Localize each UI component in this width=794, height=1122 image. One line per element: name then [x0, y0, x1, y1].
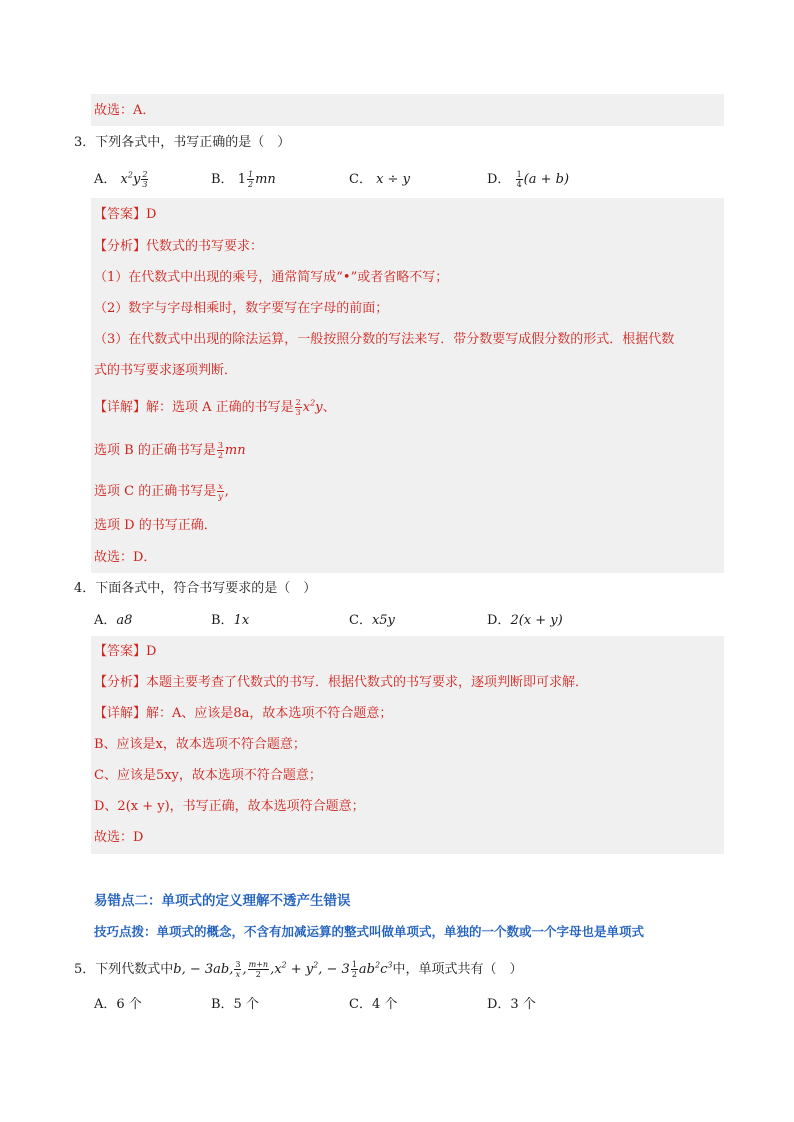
q4-detail-d: D、2(x + y)，书写正确，故本选项符合题意；	[94, 799, 365, 814]
q4-detail-a: 【详解】解：A、应该是8a，故本选项不符合题意；	[94, 706, 393, 721]
q5-option-c[interactable]: C．4 个	[349, 997, 398, 1012]
q3-answer: 【答案】D	[94, 207, 157, 222]
q4-option-c-label: C．	[349, 613, 372, 628]
q3-detail-b: 选项 B 的正确书写是 $\frac{3}{2}$ mn	[94, 441, 246, 460]
q4-conclusion: 故选：D	[94, 830, 144, 845]
q5-stem-prefix: 下列代数式中	[95, 962, 174, 977]
q4-option-a-expr: a8	[116, 613, 133, 628]
q4-option-b[interactable]	[211, 611, 249, 631]
q4-detail-c: C、应该是5xy，故本选项不符合题意；	[94, 768, 322, 783]
q3-detail-a-text: 解：选项 A 正确的书写是 $\frac{2}{3}$ $x^2y$、	[146, 398, 336, 417]
q3-analysis-tag: 【分析】	[94, 239, 147, 254]
q3-option-b-label: B．	[211, 172, 234, 187]
q4-option-d-expr: 2(x + y)	[510, 613, 563, 628]
q5-option-b[interactable]: B．5 个	[211, 997, 259, 1012]
q3-number: 3．	[74, 135, 96, 150]
section-tip: 技巧点拨：单项式的概念，不含有加减运算的整式叫做单项式，单独的一个数或一个字母也是单项式	[94, 924, 645, 939]
q5-stem-suffix: 中，单项式共有（ ）	[392, 962, 523, 977]
q2-conclusion: 故选：A．	[94, 103, 156, 118]
q3-analysis-text: 代数式的书写要求：	[146, 239, 264, 254]
q4-option-a-label: A．	[94, 613, 117, 628]
q3-stem	[74, 133, 290, 153]
q3-rule-2: （2）数字与字母相乘时，数字要写在字母的前面；	[94, 301, 389, 316]
q3-option-d-expr: $\frac{1}{4}$ (a + b)	[516, 170, 570, 189]
q4-stem	[74, 579, 316, 599]
q4-option-b-expr: 1x	[233, 613, 250, 628]
q3-option-c-expr: x ÷ y	[376, 172, 410, 187]
q3-conclusion: 故选：D．	[94, 550, 157, 565]
q4-number: 4．	[74, 581, 96, 596]
q3-rule-3a: （3）在代数式中出现的除法运算，一般按照分数的写法来写．带分数要写成假分数的形式．根据代数	[94, 332, 675, 347]
q5-option-a[interactable]: A．6 个	[94, 997, 142, 1012]
q3-option-b-expr: 1 $\frac{1}{2}$ mn	[237, 170, 276, 189]
q3-analysis	[94, 237, 263, 257]
q3-rule-3b: 式的书写要求逐项判断．	[94, 363, 238, 378]
q3-option-d[interactable]	[487, 170, 569, 190]
q4-answer: 【答案】D	[94, 644, 157, 659]
q4-option-c[interactable]	[349, 611, 395, 631]
q3-option-b[interactable]	[211, 170, 276, 190]
q4-analysis: 【分析】本题主要考查了代数式的书写．根据代数式的书写要求，逐项判断即可求解．	[94, 675, 589, 690]
q3-option-c-label: C．	[349, 172, 372, 187]
q3-detail-c: 选项 C 的正确书写是 $\frac{x}{y}$ ,	[94, 482, 229, 501]
q5-number: 5．	[74, 962, 96, 977]
q3-stem-text: 下列各式中，书写正确的是（ ）	[95, 135, 291, 150]
q5-option-d[interactable]: D．3 个	[487, 997, 536, 1012]
q4-stem-text: 下面各式中，符合书写要求的是（ ）	[95, 581, 317, 596]
q3-option-a-expr: $x^2y$ $\frac{2}{3}$	[120, 170, 148, 189]
q4-option-b-label: B．	[211, 613, 234, 628]
q3-detail-a	[94, 398, 336, 418]
q4-option-a[interactable]	[94, 611, 132, 631]
q3-rule-1: （1）在代数式中出现的乘号，通常简写成“•”或者省略不写；	[94, 270, 449, 285]
q4-option-d-label: D．	[487, 613, 511, 628]
q5-stem-math: b, − 3ab, $\frac{3}{x}$ , $\frac{m+n}{2}$ $,x^2 + y^2$, − 3 $\frac{1}{2}$ $ab^2c^3$	[173, 960, 393, 979]
solution-block-q2	[91, 94, 724, 126]
q5-stem	[74, 960, 522, 980]
q3-option-a[interactable]	[94, 170, 149, 190]
q3-detail-tag: 【详解】	[94, 400, 147, 415]
q4-detail-b: B、应该是x，故本选项不符合题意；	[94, 737, 306, 752]
q3-option-d-label: D．	[487, 172, 511, 187]
section-title: 易错点二：单项式的定义理解不透产生错误	[94, 893, 351, 909]
q3-option-c[interactable]	[349, 170, 410, 190]
q3-detail-d: 选项 D 的书写正确．	[94, 518, 217, 533]
q4-option-d[interactable]	[487, 611, 563, 631]
q4-option-c-expr: x5y	[371, 613, 395, 628]
q3-option-a-label: A．	[94, 172, 117, 187]
